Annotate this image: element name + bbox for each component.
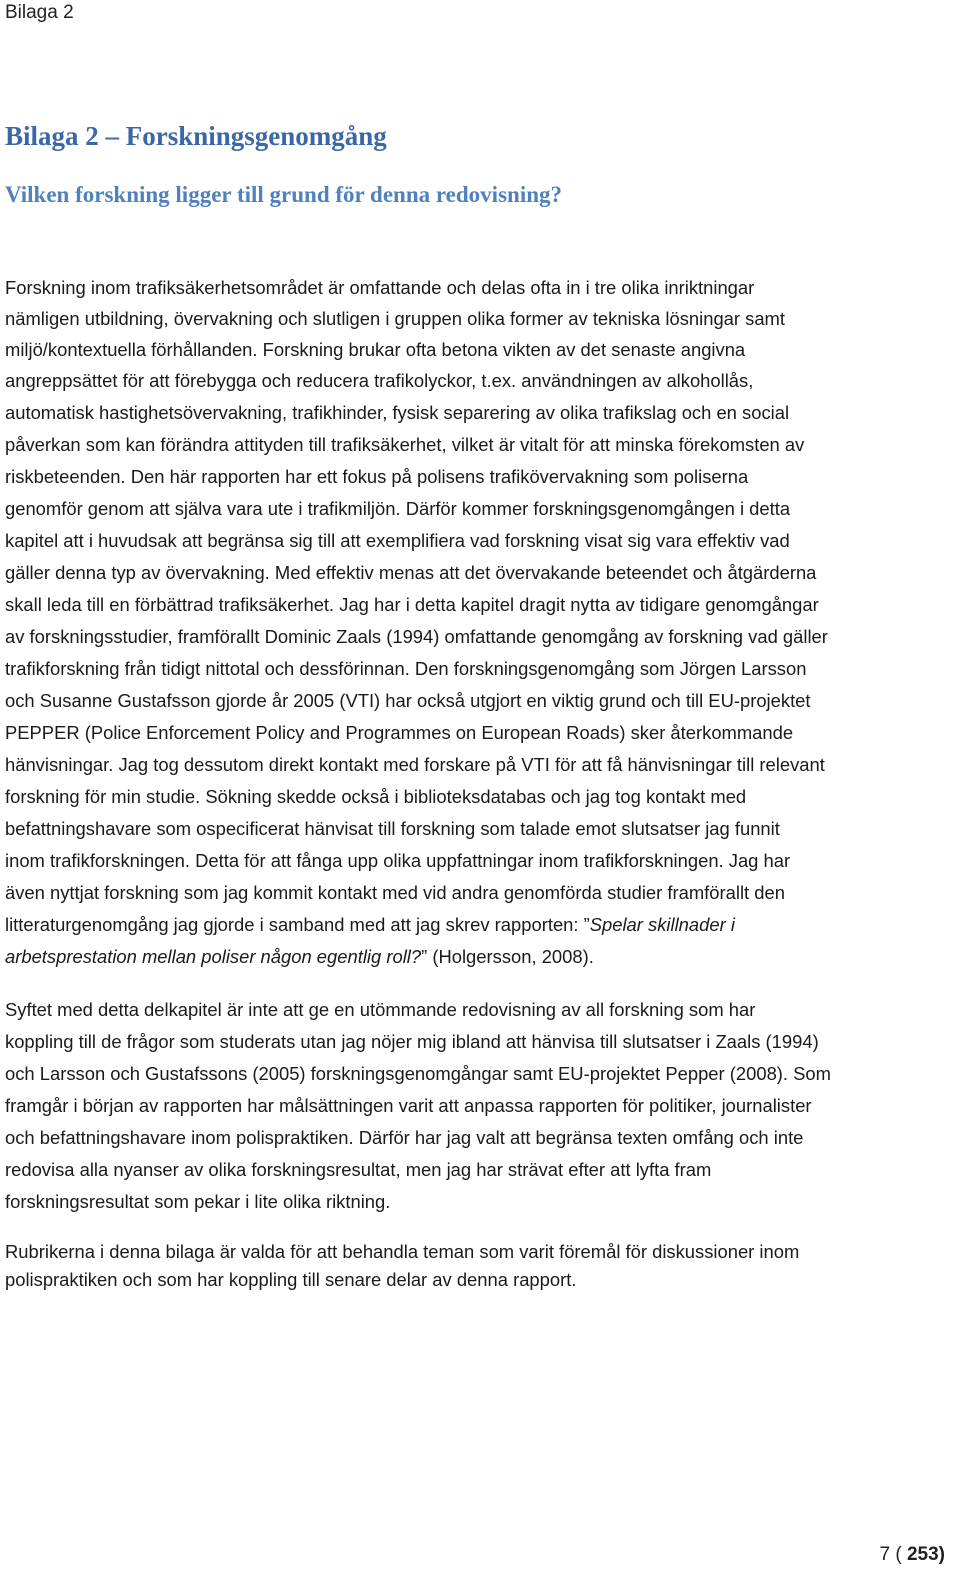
page-title: Bilaga 2 – Forskningsgenomgång	[5, 121, 387, 151]
text-line: trafikforskning från tidigt nittotal och dessförinnan. Den forskningsgenomgång som Jörgen Larsson	[5, 658, 807, 679]
text-line: PEPPER (Police Enforcement Policy and Programmes on European Roads) sker återkommande	[5, 722, 794, 743]
text-line: och Larsson och Gustafssons (2005) forskningsgenomgångar samt EU-projektet Pepper (2008). Som	[5, 1063, 831, 1084]
page-header-label: Bilaga 2	[5, 2, 74, 23]
text-line: koppling till de frågor som studerats utan jag nöjer mig ibland att hänvisa till slutsatser i Zaals (1994)	[5, 1031, 819, 1052]
text-line: framgår i början av rapporten har målsättningen varit att anpassa rapporten för politiker, journalister	[5, 1095, 812, 1116]
paragraph-research-overview	[5, 272, 950, 973]
text-line: nämligen utbildning, övervakning och slutligen i gruppen olika former av tekniska lösningar samt	[5, 308, 785, 329]
text-line: Syftet med detta delkapitel är inte att ge en utömmande redovisning av all forskning som har	[5, 999, 756, 1020]
text-line: Forskning inom trafiksäkerhetsområdet är omfattande och delas ofta in i tre olika inriktningar	[5, 277, 755, 298]
text-line: och Susanne Gustafsson gjorde år 2005 (VTI) har också utgjort en viktig grund och till EU-projektet	[5, 690, 811, 711]
page-number	[880, 1544, 946, 1566]
text-line: även nyttjat forskning som jag kommit kontakt med vid andra genomförda studier framförallt den	[5, 882, 785, 903]
citation-reference: ” (Holgersson, 2008).	[421, 946, 594, 967]
text-line: forskningsresultat som pekar i lite olika riktning.	[5, 1191, 391, 1212]
text-line: inom trafikforskningen. Detta för att fånga upp olika uppfattningar inom trafikforskningen. Jag har	[5, 850, 791, 871]
text-line: av forskningsstudier, framförallt Dominic Zaals (1994) omfattande genomgång av forskning vad gäller	[5, 626, 828, 647]
paragraph-headings-note	[5, 1238, 950, 1294]
text-run: litteraturgenomgång jag gjorde i samband med att jag skrev rapporten: ”	[5, 914, 590, 935]
text-line: befattningshavare som ospecificerat hänvisat till forskning som talade emot slutsatser jag funnit	[5, 818, 780, 839]
text-line: riskbeteenden. Den här rapporten har ett fokus på polisens trafikövervakning som poliserna	[5, 466, 749, 487]
text-line: hänvisningar. Jag tog dessutom direkt kontakt med forskare på VTI för att få hänvisningar till relevant	[5, 754, 825, 775]
text-line-with-citation	[5, 941, 950, 973]
cited-report-title-cont: arbetsprestation mellan poliser någon egentlig roll?	[5, 946, 422, 967]
text-line: och befattningshavare inom polispraktiken. Därför har jag valt att begränsa texten omfång och inte	[5, 1127, 804, 1148]
page-open-paren: (	[895, 1544, 902, 1565]
text-line: redovisa alla nyanser av olika forskningsresultat, men jag har strävat efter att lyfta fram	[5, 1159, 712, 1180]
text-line: genomför genom att själva vara ute i trafikmiljön. Därför kommer forskningsgenomgången i detta	[5, 498, 791, 519]
text-line: polispraktiken och som har koppling till senare delar av denna rapport.	[5, 1269, 577, 1290]
text-line: miljö/kontextuella förhållanden. Forskning brukar ofta betona vikten av det senaste angivna	[5, 339, 746, 360]
page-total: 253)	[906, 1544, 945, 1565]
text-line: gäller denna typ av övervakning. Med effektiv menas att det övervakande beteendet och åtgärderna	[5, 562, 817, 583]
text-line: forskning för min studie. Sökning skedde också i biblioteksdatabas och jag tog kontakt med	[5, 786, 747, 807]
section-subtitle: Vilken forskning ligger till grund för denna redovisning?	[5, 182, 562, 207]
cited-report-title: Spelar skillnader i	[589, 914, 735, 935]
text-line: skall leda till en förbättrad trafiksäkerhet. Jag har i detta kapitel dragit nytta av tidigare genomgångar	[5, 594, 819, 615]
text-line: Rubrikerna i denna bilaga är valda för att behandla teman som varit föremål för diskussioner inom	[5, 1241, 800, 1262]
text-line: kapitel att i huvudsak att begränsa sig till att exemplifiera vad forskning visat sig vara effektiv vad	[5, 530, 790, 551]
paragraph-purpose	[5, 994, 950, 1218]
page-current: 7	[879, 1544, 891, 1565]
text-line-with-citation	[5, 909, 950, 941]
text-line: angreppsättet för att förebygga och reducera trafikolyckor, t.ex. användningen av alkohollås,	[5, 370, 754, 391]
text-line: automatisk hastighetsövervakning, trafikhinder, fysisk separering av olika trafikslag och en social	[5, 402, 790, 423]
text-line: påverkan som kan förändra attityden till trafiksäkerhet, vilket är vitalt för att minska förekomsten av	[5, 434, 805, 455]
